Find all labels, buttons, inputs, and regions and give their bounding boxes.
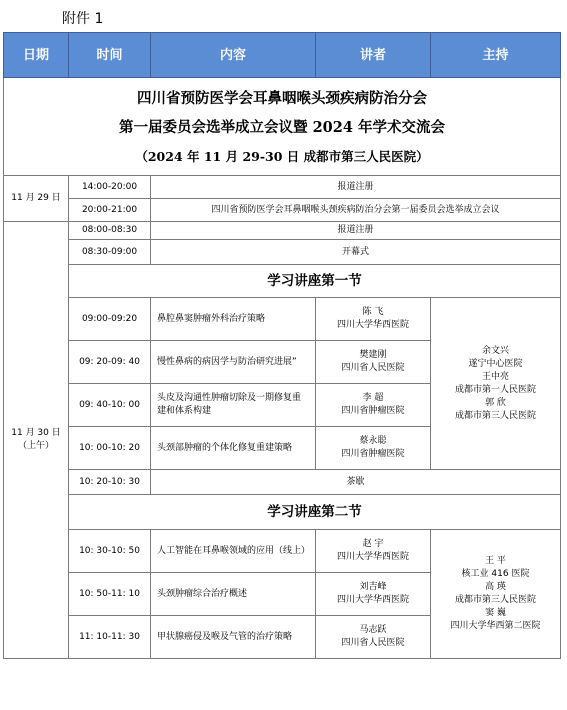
talk-speaker <box>316 298 431 341</box>
talk-speaker <box>316 384 431 427</box>
host-name: 高 瑛 <box>485 582 506 592</box>
speaker-hospital: 四川省肿瘤医院 <box>341 449 405 459</box>
meeting-banner <box>4 78 561 176</box>
talk-speaker <box>316 427 431 470</box>
talk-row <box>4 298 561 341</box>
speaker-name: 赵 宇 <box>362 539 384 549</box>
row-time: 20:00-21:00 <box>69 199 151 222</box>
header-row <box>4 33 561 78</box>
banner-row <box>4 78 561 176</box>
talk-topic: 头皮及沟通性肿瘤切除及一期修复重建和体系构建 <box>151 384 316 427</box>
speaker-name: 马志跃 <box>359 625 387 635</box>
host-hospital: 成都市第三人民医院 <box>454 410 536 421</box>
talk-topic: 头颈肿瘤综合治疗概述 <box>151 573 316 616</box>
talk-row <box>4 530 561 573</box>
header-content: 内容 <box>151 33 316 78</box>
row-time: 08:30-09:00 <box>69 240 151 265</box>
speaker-hospital: 四川省人民医院 <box>341 638 405 648</box>
talk-speaker <box>316 341 431 384</box>
table-row <box>4 240 561 265</box>
row-time: 14:00-20:00 <box>69 176 151 199</box>
talk-topic: 甲状腺癌侵及喉及气管的治疗策略 <box>151 616 316 659</box>
talk-time: 09: 40-10: 00 <box>69 384 151 427</box>
host-hospital: 成都市第一人民医院 <box>454 384 536 395</box>
speaker-name: 蔡永聪 <box>359 436 387 446</box>
row-content: 报道注册 <box>151 222 561 240</box>
talk-topic: 人工智能在耳鼻喉领域的应用（线上） <box>151 530 316 573</box>
host-name: 王中亮 <box>481 371 509 382</box>
table-row <box>4 222 561 240</box>
talk-topic: 头颈部肿瘤的个体化修复重建策略 <box>151 427 316 470</box>
talk-time: 09: 20-09: 40 <box>69 341 151 384</box>
section-2-hosts <box>431 530 561 659</box>
host-hospital: 成都市第三人民医院 <box>454 595 536 605</box>
row-content: 报道注册 <box>151 176 561 199</box>
row-content: 茶歇 <box>151 470 561 495</box>
talk-time: 10: 50-11: 10 <box>69 573 151 616</box>
talk-topic: 鼻腔鼻窦肿瘤外科治疗策略 <box>151 298 316 341</box>
attachment-label: 附件 1 <box>62 11 104 27</box>
row-time: 08:00-08:30 <box>69 222 151 240</box>
host-name: 王 平 <box>485 556 506 566</box>
talk-speaker <box>316 530 431 573</box>
section-1-title: 学习讲座第一节 <box>69 265 561 298</box>
table-row <box>4 470 561 495</box>
banner-line-3: （2024 年 11 月 29-30 日 成都市第三人民医院） <box>135 149 429 164</box>
host-name: 郭 欣 <box>485 397 506 408</box>
host-hospital: 核工业 416 医院 <box>461 569 530 579</box>
host-hospital: 遂宁中心医院 <box>468 358 523 369</box>
day2-date-sub: （上午） <box>17 441 54 451</box>
section-1-hosts <box>431 298 561 470</box>
host-name: 余文兴 <box>481 345 509 356</box>
day1-date: 11 月 29 日 <box>4 176 69 222</box>
speaker-hospital: 四川省人民医院 <box>341 363 405 373</box>
talk-time: 09:00-09:20 <box>69 298 151 341</box>
speaker-name: 刘吉峰 <box>359 582 387 592</box>
header-speaker: 讲者 <box>316 33 431 78</box>
speaker-name: 李 超 <box>362 393 384 403</box>
section-row <box>4 265 561 298</box>
banner-line-2: 第一届委员会选举成立会议暨 2024 年学术交流会 <box>119 119 445 136</box>
speaker-name: 樊建刚 <box>359 350 387 360</box>
speaker-hospital: 四川大学华西医院 <box>336 320 409 330</box>
speaker-hospital: 四川大学华西医院 <box>336 552 409 562</box>
banner-line-1: 四川省预防医学会耳鼻咽喉头颈疾病防治分会 <box>137 90 427 107</box>
header-date: 日期 <box>4 33 69 78</box>
talk-time: 10: 00-10: 20 <box>69 427 151 470</box>
row-content: 开幕式 <box>151 240 561 265</box>
talk-speaker <box>316 616 431 659</box>
talk-speaker <box>316 573 431 616</box>
header-host: 主持 <box>431 33 561 78</box>
day2-date <box>4 222 69 659</box>
section-row <box>4 495 561 530</box>
section-2-title: 学习讲座第二节 <box>69 495 561 530</box>
table-row <box>4 199 561 222</box>
agenda-table <box>3 32 561 659</box>
talk-time: 11: 10-11: 30 <box>69 616 151 659</box>
agenda-table-container <box>3 32 560 659</box>
talk-time: 10: 30-10: 50 <box>69 530 151 573</box>
row-content: 四川省预防医学会耳鼻咽喉头颈疾病防治分会第一届委员会选举成立会议 <box>151 199 561 222</box>
row-time: 10: 20-10: 30 <box>69 470 151 495</box>
speaker-name: 陈 飞 <box>362 307 384 317</box>
host-hospital: 四川大学华西第二医院 <box>450 621 541 631</box>
speaker-hospital: 四川大学华西医院 <box>336 595 409 605</box>
host-name: 窦 巍 <box>485 608 506 618</box>
day2-date-label: 11 月 30 日 <box>11 428 61 438</box>
table-row <box>4 176 561 199</box>
talk-topic: 慢性鼻病的病因学与防治研究进展” <box>151 341 316 384</box>
header-time: 时间 <box>69 33 151 78</box>
speaker-hospital: 四川省肿瘤医院 <box>341 406 405 416</box>
